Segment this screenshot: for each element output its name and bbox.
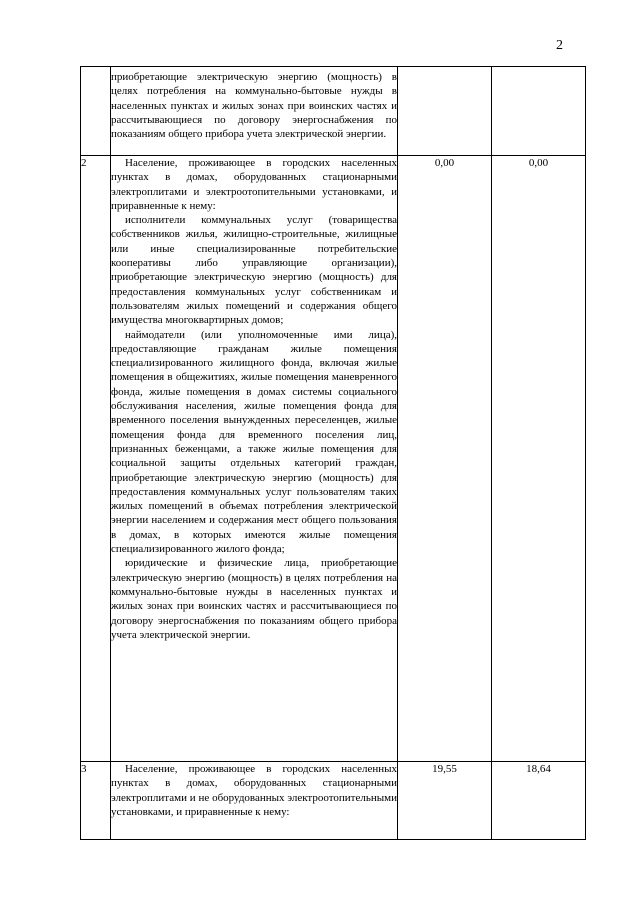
table-row bbox=[81, 156, 586, 762]
row-description bbox=[111, 762, 398, 840]
description-paragraph: исполнители коммунальных услуг (товарищества собственников жилья, жилищно-строительные, жилищные или иные специализированные потребительские кооперативы либо управляющие организации), приобретающие электрическую энергию (мощность) для предоставления коммунальных услуг собственникам и пользователям жилых помещений и содержания общего имущества многоквартирных домов; bbox=[111, 214, 397, 327]
description-paragraph: приобретающие электрическую энергию (мощность) в целях потребления на коммунально-бытовые нужды в населенных пунктах и жилых зонах при воинских частях и рассчитывающиеся по договору энергоснабжения по показаниям общего прибора учета электрической энергии. bbox=[111, 71, 397, 141]
value-cell-1 bbox=[398, 67, 492, 156]
value-cell-1: 0,00 bbox=[398, 156, 492, 762]
table-row bbox=[81, 67, 586, 156]
description-paragraph: Население, проживающее в городских населенных пунктах в домах, оборудованных стационарными электроплитами и электроотопительными установками, и приравненные к нему: bbox=[111, 157, 397, 212]
description-paragraph: юридические и физические лица, приобретающие электрическую энергию (мощность) в целях потребления на коммунально-бытовые нужды в населенных пунктах и жилых зонах при воинских частях и рассчитывающиеся по договору энергоснабжения по показаниям общего прибора учета электрической энергии. bbox=[111, 557, 397, 641]
row-description bbox=[111, 67, 398, 156]
row-number: 3 bbox=[81, 762, 111, 840]
page-number: 2 bbox=[556, 38, 563, 53]
value-cell-2: 18,64 bbox=[492, 762, 586, 840]
row-number: 2 bbox=[81, 156, 111, 762]
value-cell-2: 0,00 bbox=[492, 156, 586, 762]
value-cell-2 bbox=[492, 67, 586, 156]
description-paragraph: Население, проживающее в городских населенных пунктах в домах, оборудованных стационарными электроплитами и не оборудованных электроотопительными установками, и приравненные к нему: bbox=[111, 763, 397, 818]
row-number bbox=[81, 67, 111, 156]
table-row bbox=[81, 762, 586, 840]
row-description bbox=[111, 156, 398, 762]
value-cell-1: 19,55 bbox=[398, 762, 492, 840]
tariff-table bbox=[80, 66, 586, 840]
description-paragraph: наймодатели (или уполномоченные ими лица), предоставляющие гражданам жилые помещения специализированного жилищного фонда, включая жилые помещения в общежитиях, жилые помещения маневренного фонда, жилые помещения в домах системы социального обслуживания населения, жилые помещения фонда для временного поселения вынужденных переселенцев, жилые помещения фонда для временного поселения лиц, признанных беженцами, а также жилые помещения для социальной защиты отдельных категорий граждан, приобретающие электрическую энергию (мощность) для предоставления коммунальных услуг пользователям таких жилых помещений в объемах потребления электрической энергии населением и содержания мест общего пользования в домах, в которых имеются жилые помещения специализированного жилого фонда; bbox=[111, 328, 397, 556]
